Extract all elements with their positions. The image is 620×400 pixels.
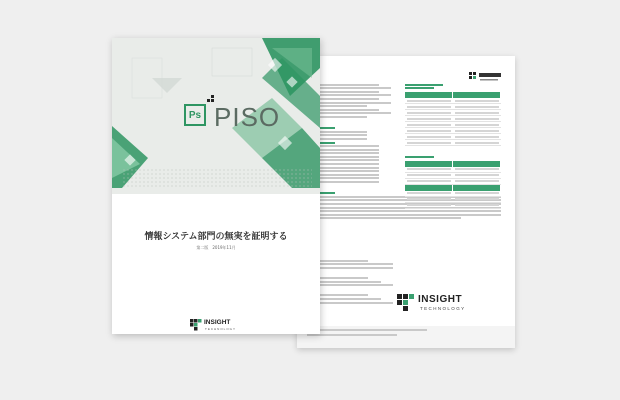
back-page — [297, 56, 515, 348]
cover-subtitle: 第二版 2019年11月 — [196, 245, 236, 250]
contact-block — [311, 258, 393, 305]
back-footer — [297, 326, 515, 348]
requirements-table — [405, 161, 501, 209]
logo-pixel-icon — [207, 99, 210, 102]
back-left-column — [311, 66, 391, 221]
back-logo-subtext: TECHNOLOGY — [420, 306, 466, 311]
back-logo-text: INSIGHT — [418, 294, 463, 305]
product-logo-icon: Ps — [184, 104, 206, 126]
front-insight-logo — [190, 319, 244, 334]
front-cover — [112, 38, 320, 334]
product-name: PISO — [214, 102, 281, 132]
dot-pattern — [122, 168, 312, 188]
front-logo-text: INSIGHT — [204, 319, 231, 326]
front-logo-subtext: TECHNOLOGY — [205, 327, 237, 331]
logo-pixel-icon — [211, 95, 214, 98]
insight-mark-icon — [397, 294, 415, 312]
insight-mark-icon — [190, 319, 202, 331]
spec-table — [405, 92, 501, 146]
back-insight-logo — [397, 292, 477, 318]
back-right-column — [405, 66, 501, 209]
cover-title: 情報システム部門の無実を証明する — [144, 232, 288, 242]
